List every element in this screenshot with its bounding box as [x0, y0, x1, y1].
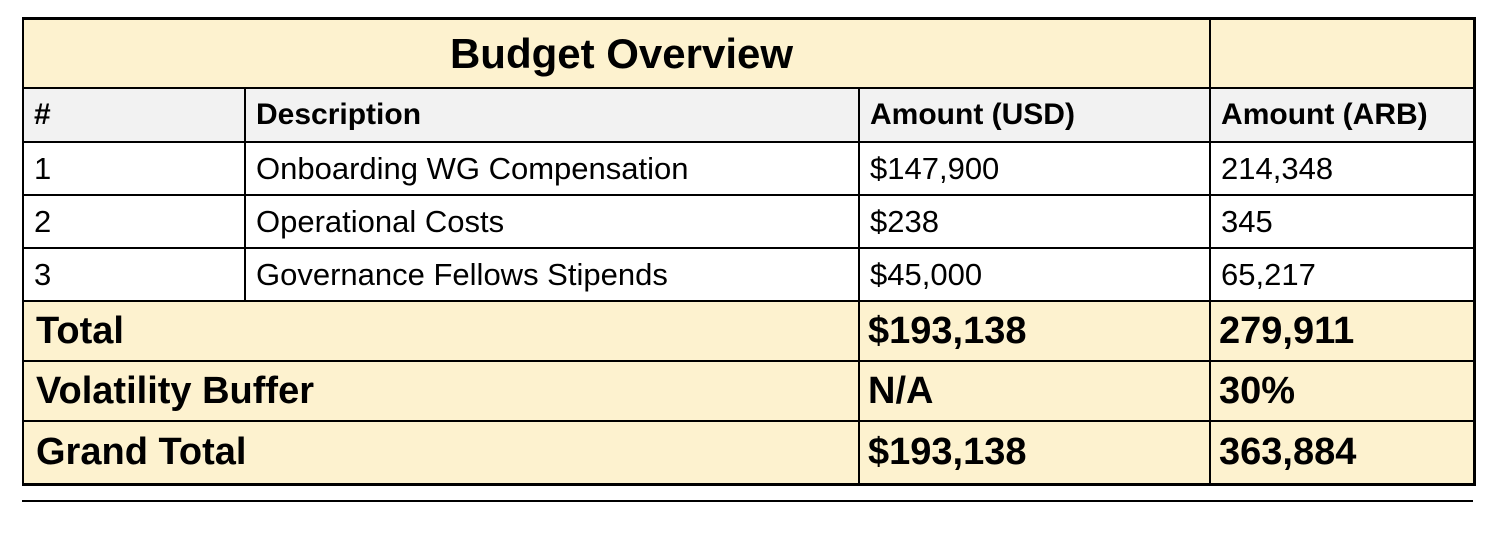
column-header-amount-arb: Amount (ARB): [1210, 88, 1474, 142]
row-amount-arb: 214,348: [1210, 142, 1474, 195]
table-row: [23, 248, 1474, 301]
total-row: [23, 301, 1474, 361]
column-header-row: [23, 88, 1474, 142]
row-amount-arb: 65,217: [1210, 248, 1474, 301]
title-empty-cell: [1210, 19, 1474, 89]
grand-total-amount-arb: 363,884: [1210, 421, 1474, 485]
grand-total-row: [23, 421, 1474, 485]
volatility-buffer-row: [23, 361, 1474, 421]
row-amount-usd: $238: [859, 195, 1210, 248]
row-number: 3: [23, 248, 245, 301]
budget-table: [22, 17, 1476, 486]
row-number: 2: [23, 195, 245, 248]
total-amount-arb: 279,911: [1210, 301, 1474, 361]
total-label: Total: [23, 301, 859, 361]
grand-total-amount-usd: $193,138: [859, 421, 1210, 485]
row-amount-arb: 345: [1210, 195, 1474, 248]
row-amount-usd: $45,000: [859, 248, 1210, 301]
column-header-amount-usd: Amount (USD): [859, 88, 1210, 142]
column-header-number: #: [23, 88, 245, 142]
table-row: [23, 195, 1474, 248]
volatility-buffer-arb: 30%: [1210, 361, 1474, 421]
row-description: Operational Costs: [245, 195, 859, 248]
table-title: Budget Overview: [23, 19, 1210, 89]
volatility-buffer-label: Volatility Buffer: [23, 361, 859, 421]
row-description: Onboarding WG Compensation: [245, 142, 859, 195]
row-description: Governance Fellows Stipends: [245, 248, 859, 301]
volatility-buffer-usd: N/A: [859, 361, 1210, 421]
row-amount-usd: $147,900: [859, 142, 1210, 195]
grand-total-label: Grand Total: [23, 421, 859, 485]
row-number: 1: [23, 142, 245, 195]
column-header-description: Description: [245, 88, 859, 142]
title-row: [23, 19, 1474, 89]
total-amount-usd: $193,138: [859, 301, 1210, 361]
table-bottom-rule: [22, 500, 1473, 502]
table-row: [23, 142, 1474, 195]
